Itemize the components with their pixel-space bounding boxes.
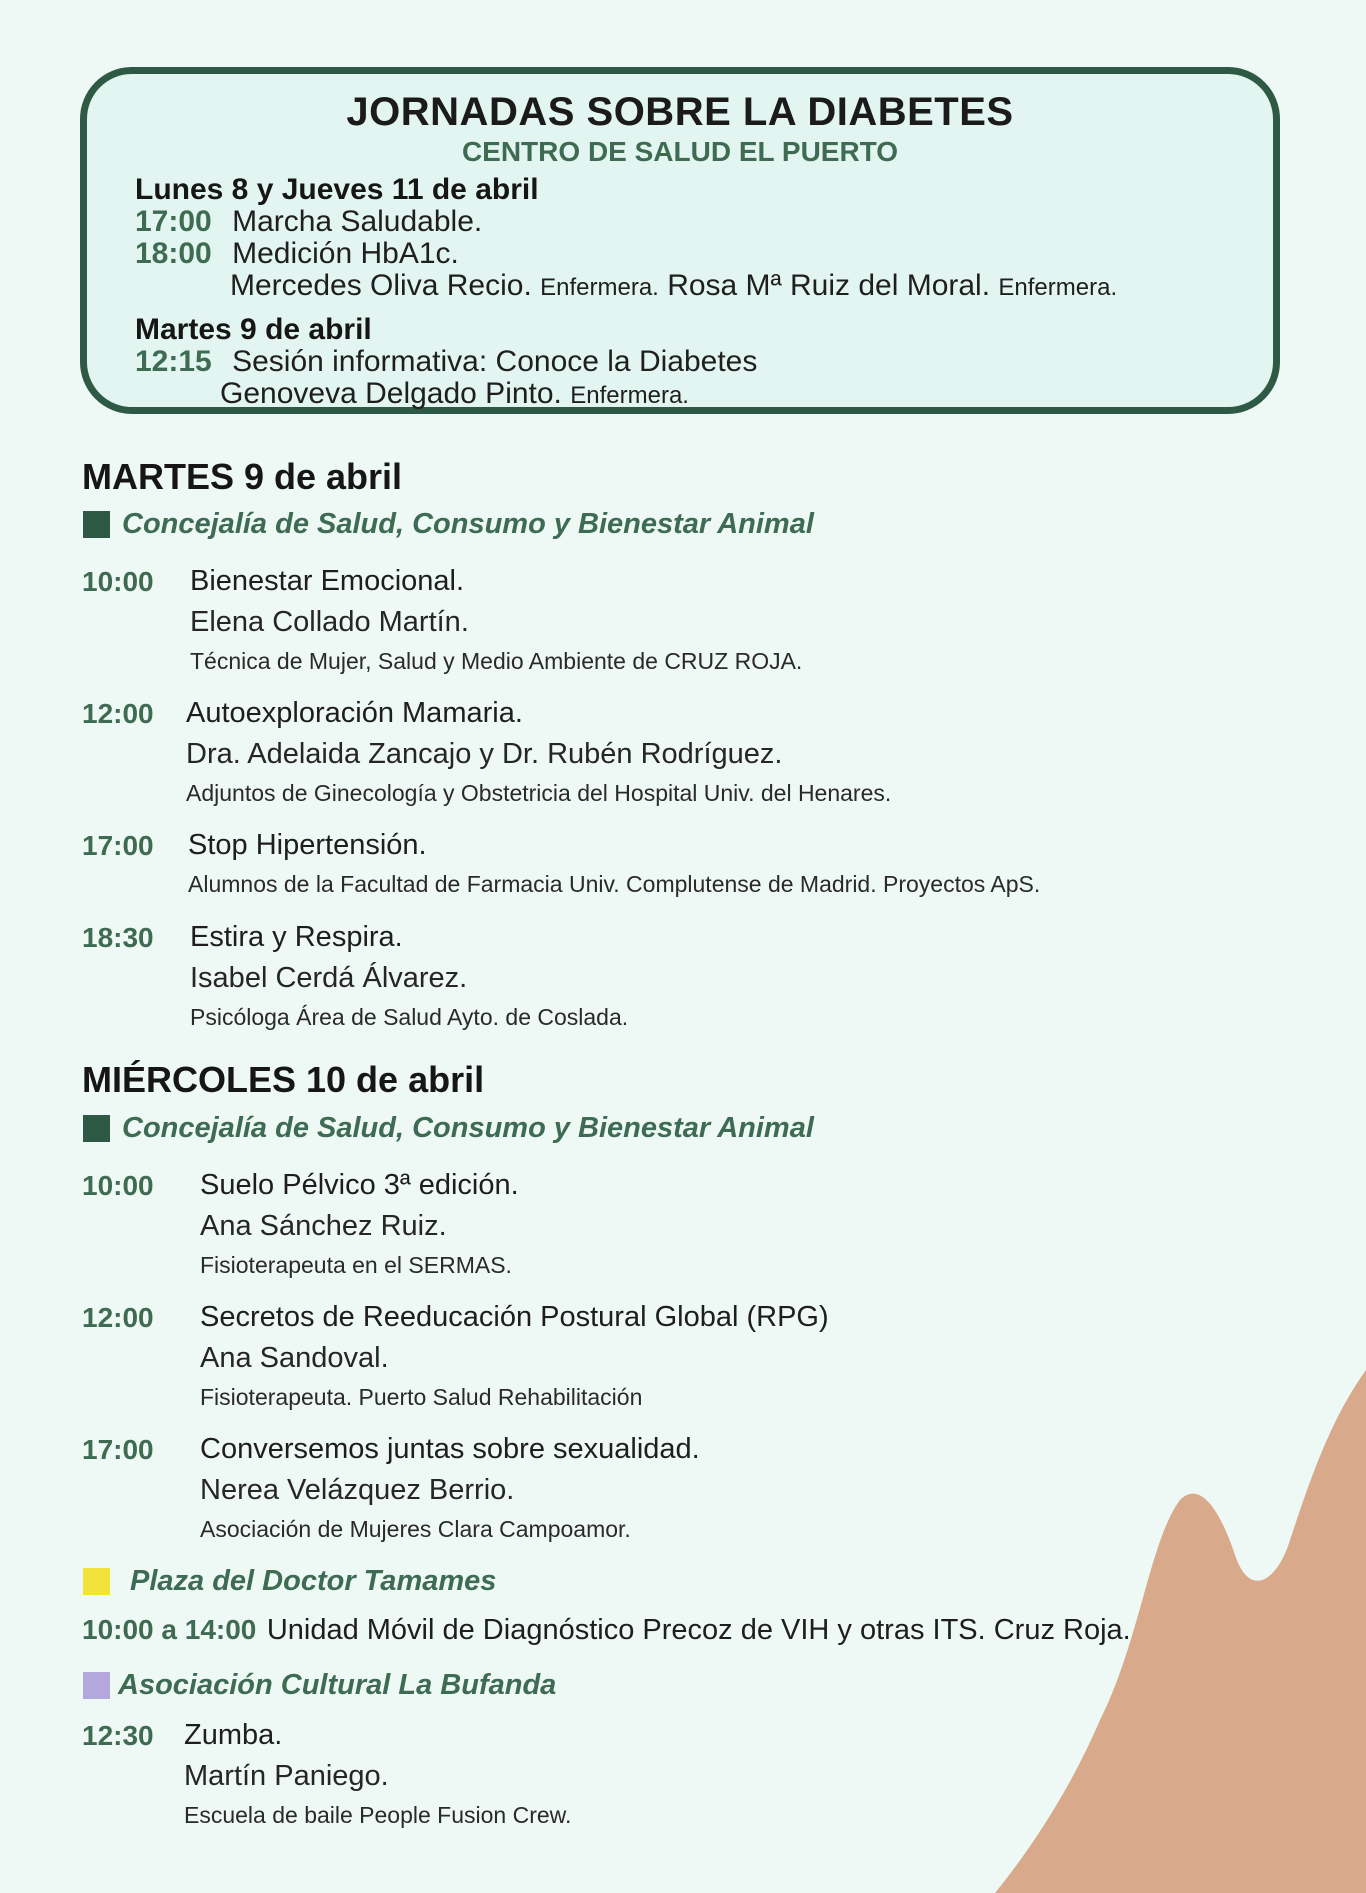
event-title: Medición HbA1c. [232, 237, 459, 270]
role: Asociación de Mujeres Clara Campoamor. [200, 1516, 631, 1542]
person: Ana Sandoval. [200, 1342, 389, 1374]
person: Elena Collado Martín. [190, 606, 469, 638]
box-item [135, 237, 459, 271]
event-title: Sesión informativa: Conoce la Diabetes [232, 345, 758, 378]
time: 17:00 [135, 205, 212, 238]
role: Técnica de Mujer, Salud y Medio Ambiente de CRUZ ROJA. [190, 648, 803, 674]
box-day1: Lunes 8 y Jueves 11 de abril [135, 173, 539, 206]
org-label: Concejalía de Salud, Consumo y Bienestar Animal [122, 1112, 814, 1144]
event-title: Secretos de Reeducación Postural Global (RPG) [200, 1301, 829, 1333]
yellow-square-icon [83, 1568, 110, 1595]
person: Martín Paniego. [184, 1760, 389, 1792]
role: Enfermera. [570, 382, 689, 409]
event-title: Autoexploración Mamaria. [186, 697, 523, 729]
time: 12:00 [82, 698, 154, 729]
org-label: Concejalía de Salud, Consumo y Bienestar Animal [122, 508, 814, 540]
box-people [230, 269, 1117, 303]
time: 10:00 a 14:00 [82, 1614, 257, 1645]
role: Escuela de baile People Fusion Crew. [184, 1802, 572, 1828]
role: Fisioterapeuta. Puerto Salud Rehabilitación [200, 1384, 643, 1410]
role: Enfermera. [540, 274, 659, 301]
time: 12:15 [135, 345, 212, 378]
role: Enfermera. [998, 274, 1118, 301]
time: 18:00 [135, 237, 212, 270]
box-day2: Martes 9 de abril [135, 313, 372, 346]
event-title: Marcha Saludable. [232, 205, 483, 238]
time: 18:30 [82, 922, 154, 953]
person: Mercedes Oliva Recio. [230, 269, 532, 302]
time: 12:00 [82, 1302, 154, 1333]
box-item [135, 205, 482, 239]
person: Rosa Mª Ruiz del Moral. [667, 269, 991, 302]
event-title: Zumba. [184, 1719, 283, 1751]
role: Adjuntos de Ginecología y Obstetricia del Hospital Univ. del Henares. [186, 780, 892, 806]
event-title: Unidad Móvil de Diagnóstico Precoz de VIH y otras ITS. Cruz Roja. [266, 1614, 1131, 1646]
person: Ana Sánchez Ruiz. [200, 1210, 447, 1242]
person: Genoveva Delgado Pinto. [220, 377, 562, 410]
time: 17:00 [82, 1434, 154, 1465]
box-title: JORNADAS SOBRE LA DIABETES [346, 90, 1014, 134]
role: Fisioterapeuta en el SERMAS. [200, 1252, 512, 1278]
bufanda-org-label: Asociación Cultural La Bufanda [118, 1669, 557, 1701]
time: 10:00 [82, 1170, 154, 1201]
time: 12:30 [82, 1720, 154, 1751]
green-square-icon [83, 1115, 110, 1142]
wednesday-heading: MIÉRCOLES 10 de abril [82, 1059, 485, 1100]
role: Alumnos de la Facultad de Farmacia Univ. Complutense de Madrid. Proyectos ApS. [188, 871, 1041, 897]
person: Nerea Velázquez Berrio. [200, 1474, 515, 1506]
time: 17:00 [82, 830, 154, 861]
green-square-icon [83, 511, 110, 538]
event-title: Suelo Pélvico 3ª edición. [200, 1169, 519, 1201]
tuesday-heading: MARTES 9 de abril [82, 456, 403, 497]
lavender-square-icon [83, 1672, 110, 1699]
diabetes-box [80, 67, 1280, 414]
event-title: Stop Hipertensión. [188, 829, 427, 861]
time: 10:00 [82, 566, 154, 597]
event-title: Estira y Respira. [190, 921, 403, 953]
plaza-event [82, 1614, 1131, 1647]
person: Dra. Adelaida Zancajo y Dr. Rubén Rodríguez. [186, 738, 783, 770]
box-person [220, 377, 689, 411]
box-subtitle: CENTRO DE SALUD EL PUERTO [461, 136, 899, 167]
event-title: Conversemos juntas sobre sexualidad. [200, 1433, 700, 1465]
plaza-org-label: Plaza del Doctor Tamames [130, 1565, 497, 1597]
event-title: Bienestar Emocional. [190, 565, 465, 597]
box-item [135, 345, 757, 379]
role: Psicóloga Área de Salud Ayto. de Coslada. [190, 1004, 629, 1030]
person: Isabel Cerdá Álvarez. [190, 962, 468, 994]
